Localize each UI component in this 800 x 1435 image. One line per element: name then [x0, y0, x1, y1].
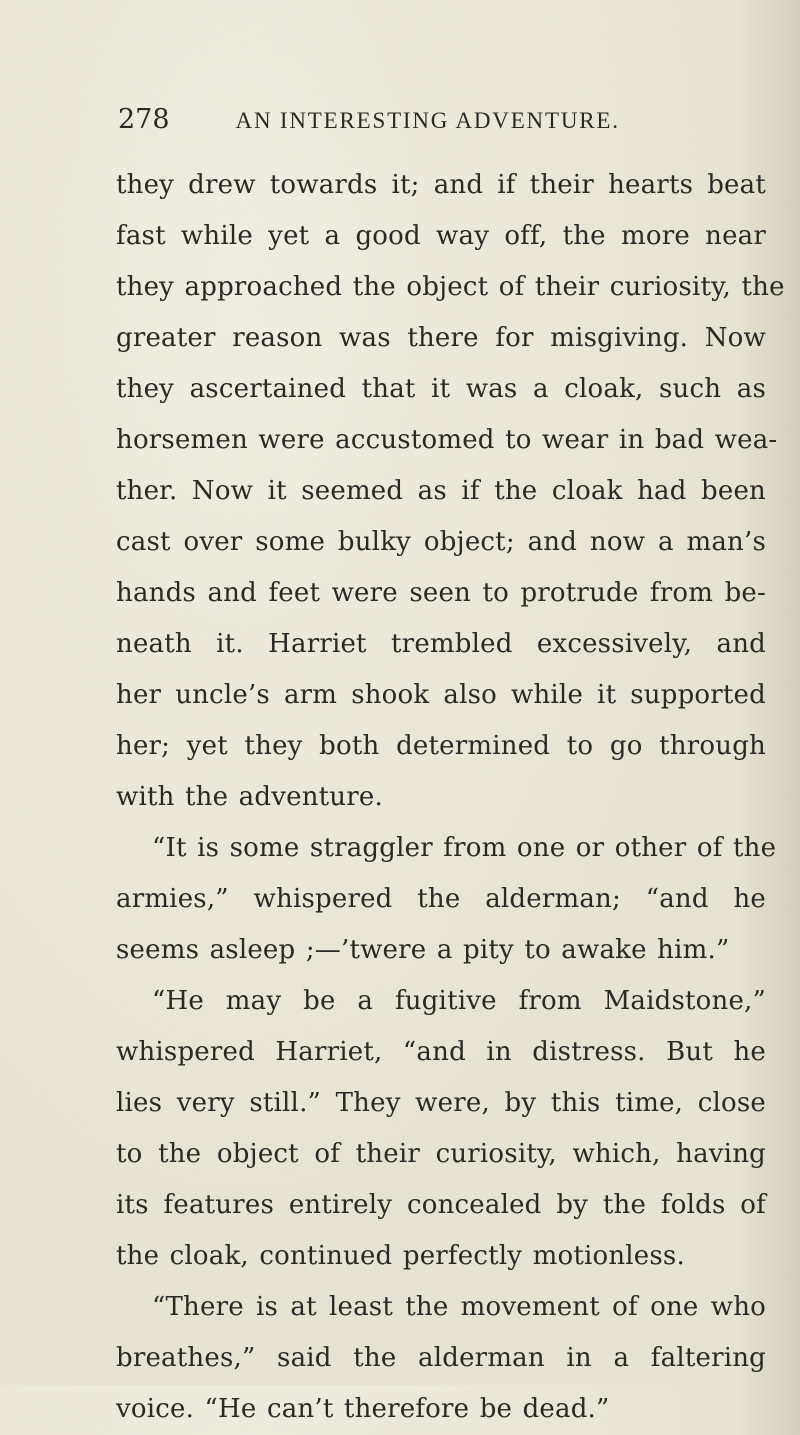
text-line: cast over some bulky object; and now a man’s [116, 527, 766, 557]
text-line: ther. Now it seemed as if the cloak had been [116, 476, 766, 506]
text-line: the cloak, continued perfectly motionless. [116, 1241, 685, 1271]
body-text [116, 160, 785, 1435]
text-line: her uncle’s arm shook also while it supported [116, 680, 766, 710]
running-title: AN INTERESTING ADVENTURE. [235, 108, 620, 133]
text-line: they ascertained that it was a cloak, such as [116, 374, 766, 404]
text-line: seems asleep ;—’twere a pity to awake him.” [116, 935, 730, 965]
text-line: to the object of their curiosity, which, having [116, 1139, 766, 1169]
text-line: her; yet they both determined to go through [116, 731, 766, 761]
text-line: armies,” whispered the alderman; “and he [116, 884, 766, 914]
text-line: its features entirely concealed by the folds of [116, 1190, 766, 1220]
page-number: 278 [118, 104, 170, 135]
text-line: hands and feet were seen to protrude from be- [116, 578, 766, 608]
text-line: fast while yet a good way off, the more near [116, 221, 766, 251]
text-line: they approached the object of their curiosity, the [116, 272, 785, 302]
text-line: horsemen were accustomed to wear in bad wea- [116, 425, 778, 455]
text-line: “He may be a fugitive from Maidstone,” [152, 986, 766, 1016]
page-header [118, 100, 718, 140]
text-line: voice. “He can’t therefore be dead.” [116, 1394, 610, 1424]
text-line: “There is at least the movement of one who [152, 1292, 766, 1322]
text-line: with the adventure. [116, 782, 383, 812]
text-line: neath it. Harriet trembled excessively, and [116, 629, 766, 659]
text-line: greater reason was there for misgiving. Now [116, 323, 766, 353]
text-line: breathes,” said the alderman in a faltering [116, 1343, 766, 1373]
text-line: they drew towards it; and if their hearts beat [116, 170, 766, 200]
text-line: whispered Harriet, “and in distress. But he [116, 1037, 766, 1067]
text-line: lies very still.” They were, by this time, close [116, 1088, 766, 1118]
text-line: “It is some straggler from one or other of the [152, 833, 777, 863]
